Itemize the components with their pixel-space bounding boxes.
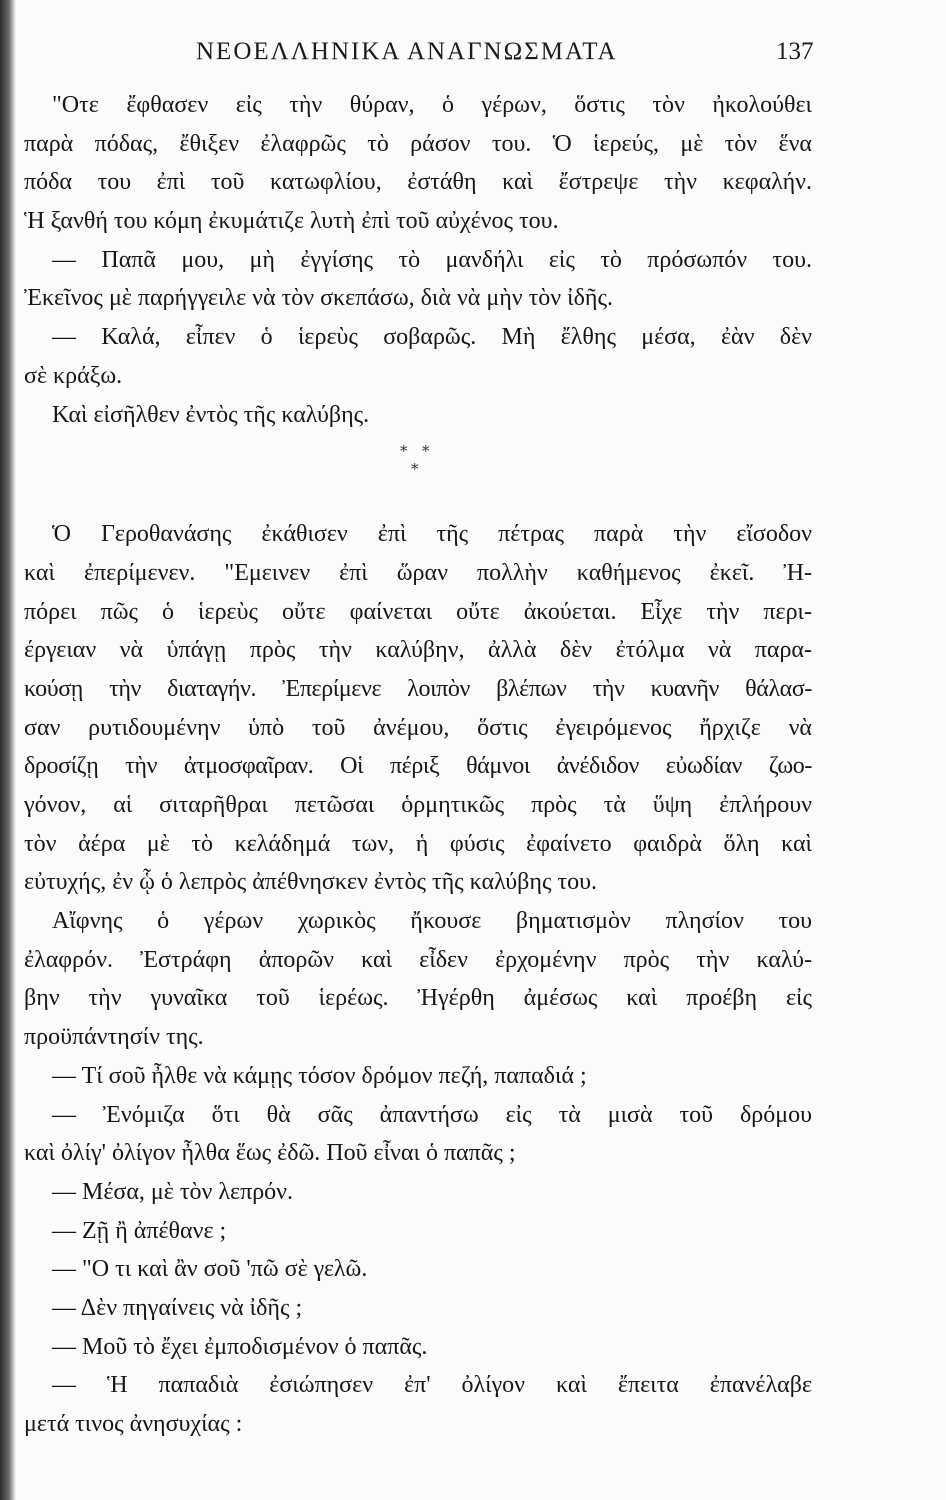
section-break-asterism: [24, 436, 812, 513]
text-line: Καὶ εἰσῆλθεν ἐντὸς τῆς καλύβης.: [52, 401, 370, 428]
text-line: — Μοῦ τὸ ἔχει ἐμποδισμένον ὁ παπᾶς.: [52, 1333, 428, 1360]
text-line: καὶ ὀλίγ' ὀλίγον ἦλθα ἕως ἐδῶ. Ποῦ εἶναι ὁ παπᾶς ;: [24, 1140, 516, 1167]
text-line: δροσίζῃ τὴν ἀτμοσφαῖραν. Οἱ πέριξ θάμνοι ἀνέδιδον εὐωδίαν ζωο-: [24, 753, 812, 780]
text-line: πόδα του ἐπὶ τοῦ κατωφλίου, ἐστάθη καὶ ἔστρεψε τὴν κεφαλήν.: [24, 169, 812, 196]
text-line: "Οτε ἔφθασεν εἰς τὴν θύραν, ὁ γέρων, ὅστις τὸν ἠκολούθει: [52, 92, 812, 118]
text-line: — Τί σοῦ ἦλθε νὰ κάμῃς τόσον δρόμον πεζή, παπαδιά ;: [52, 1062, 587, 1089]
text-line: — Παπᾶ μου, μὴ ἐγγίσης τὸ μανδήλι εἰς τὸ πρόσωπόν του.: [52, 246, 812, 273]
text-line: — "Ο τι καὶ ἂν σοῦ 'πῶ σὲ γελῶ.: [52, 1256, 368, 1283]
text-line: γόνον, αἱ σιταρῆθραι πετῶσαι ὁρμητικῶς πρὸς τὰ ὕψη ἐπλήρουν: [24, 792, 812, 818]
text-line: προϋπάντησίν της.: [24, 1024, 204, 1051]
text-line: εὐτυχής, ἐν ᾧ ὁ λεπρὸς ἀπέθνησκεν ἐντὸς τῆς καλύβης του.: [24, 869, 597, 896]
page-number: 137: [776, 38, 814, 65]
text-line: — Δὲν πηγαίνεις νὰ ἰδῆς ;: [52, 1294, 303, 1321]
text-line: πόρει πῶς ὁ ἱερεὺς οὔτε φαίνεται οὔτε ἀκούεται. Εἶχε τὴν περι-: [24, 598, 812, 625]
text-line: Ἡ ξανθή του κόμη ἐκυμάτιζε λυτὴ ἐπὶ τοῦ αὐχένος του.: [24, 208, 559, 235]
text-line: — Ἡ παπαδιὰ ἐσιώπησεν ἐπ' ὀλίγον καὶ ἔπειτα ἐπανέλαβε: [52, 1372, 812, 1399]
text-line: — Ἐνόμιζα ὅτι θὰ σᾶς ἀπαντήσω εἰς τὰ μισὰ τοῦ δρόμου: [52, 1101, 812, 1128]
text-line: — Καλά, εἶπεν ὁ ἱερεὺς σοβαρῶς. Μὴ ἔλθης μέσα, ἐὰν δὲν: [52, 324, 812, 351]
text-line: — Ζῇ ἢ ἀπέθανε ;: [52, 1217, 227, 1244]
text-line: ἐλαφρόν. Ἐστράφη ἀπορῶν καὶ εἶδεν ἐρχομένην πρὸς τὴν καλύ-: [24, 946, 812, 973]
text-line: Αἴφνης ὁ γέρων χωρικὸς ἤκουσε βηματισμὸν πλησίον του: [52, 908, 812, 935]
text-line: κούσῃ τὴν διαταγήν. Ἐπερίμενε λοιπὸν βλέπων τὴν κυανῆν θάλασ-: [24, 675, 812, 702]
asterisk: *: [411, 460, 419, 479]
text-line: Ὁ Γεροθανάσης ἐκάθισεν ἐπὶ τῆς πέτρας παρὰ τὴν εἴσοδον: [52, 521, 812, 548]
text-line: παρὰ πόδας, ἔθιξεν ἐλαφρῶς τὸ ράσον του. Ὁ ἱερεύς, μὲ τὸν ἕνα: [24, 130, 812, 157]
binding-shadow: [0, 0, 16, 1500]
running-header: [0, 38, 946, 78]
text-line: — Μέσα, μὲ τὸν λεπρόν.: [52, 1178, 294, 1205]
running-title: ΝΕΟΕΛΛΗΝΙΚΑ ΑΝΑΓΝΩΣΜΑΤΑ: [196, 38, 618, 65]
text-line: έργειαν νὰ ὑπάγῃ πρὸς τὴν καλύβην, ἀλλὰ δὲν ἐτόλμα νὰ παρα-: [24, 637, 812, 664]
text-line: καὶ ἐπερίμενεν. "Εμεινεν ἐπὶ ὥραν πολλὴν καθήμενος ἐκεῖ. Ἠ-: [24, 559, 812, 586]
text-line: βην τὴν γυναῖκα τοῦ ἱερέως. Ἠγέρθη ἀμέσως καὶ προέβη εἰς: [24, 985, 812, 1012]
text-line: Ἐκεῖνος μὲ παρήγγειλε νὰ τὸν σκεπάσω, διὰ νὰ μὴν τὸν ἰδῆς.: [24, 285, 613, 312]
text-line: σὲ κράξω.: [24, 362, 123, 389]
text-line: σαν ρυτιδουμένην ὑπὸ τοῦ ἀνέμου, ὅστις ἐγειρόμενος ἤρχιζε νὰ: [24, 714, 812, 741]
body-text: [24, 86, 812, 1444]
asterisk: *: [422, 442, 430, 461]
asterisk: *: [400, 442, 408, 461]
text-line: μετά τινος ἀνησυχίας :: [24, 1411, 243, 1437]
text-line: τὸν ἀέρα μὲ τὸ κελάδημά των, ἡ φύσις ἐφαίνετο φαιδρὰ ὅλη καὶ: [24, 830, 812, 857]
